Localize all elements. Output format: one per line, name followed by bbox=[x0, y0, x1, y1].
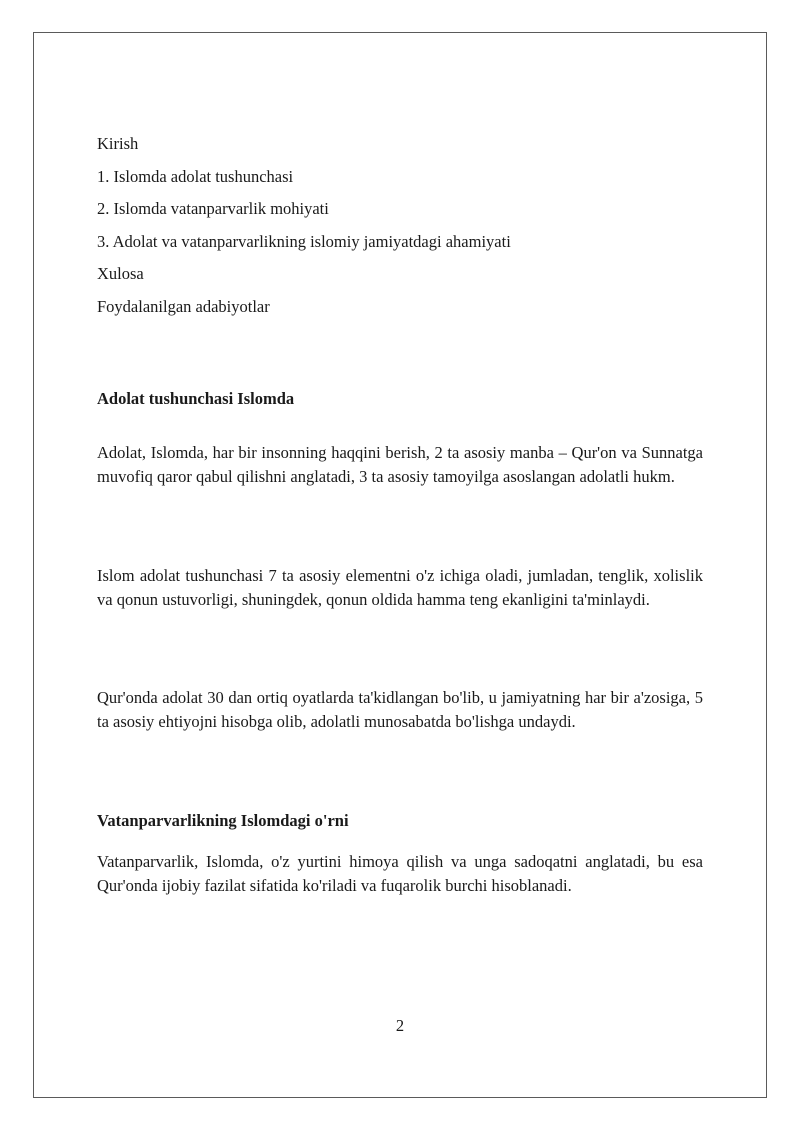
toc-item-chapter-2: 2. Islomda vatanparvarlik mohiyati bbox=[97, 199, 329, 219]
paragraph-justice-3: Qur'onda adolat 30 dan ortiq oyatlarda ta'kidlangan bo'lib, u jamiyatning har bir a'zosiga, 5 ta asosiy ehtiyojni hisobga olib, adolatli munosabatda bo'lishga undaydi. bbox=[97, 688, 703, 732]
paragraph-patriotism-1: Vatanparvarlik, Islomda, o'z yurtini himoya qilish va unga sadoqatni anglatadi, bu esa Qur'onda ijobiy fazilat sifatida ko'riladi va fuqarolik burchi hisoblanadi. bbox=[97, 852, 703, 896]
toc-item-chapter-3: 3. Adolat va vatanparvarlikning islomiy jamiyatdagi ahamiyati bbox=[97, 231, 511, 251]
page-number: 2 bbox=[395, 1016, 405, 1035]
toc-item-references: Foydalanilgan adabiyotlar bbox=[97, 296, 270, 316]
section-heading-justice: Adolat tushunchasi Islomda bbox=[97, 389, 295, 408]
table-of-contents bbox=[97, 128, 703, 324]
section-heading-patriotism: Vatanparvarlikning Islomdagi o'rni bbox=[97, 811, 349, 830]
toc-item-conclusion: Xulosa bbox=[97, 264, 144, 284]
paragraph-justice-1: Adolat, Islomda, har bir insonning haqqini berish, 2 ta asosiy manba – Qur'on va Sunnatga muvofiq qaror qabul qilishni anglatadi, 3 ta asosiy tamoyilga asoslangan adolatli hukm. bbox=[97, 443, 703, 487]
toc-item-introduction: Kirish bbox=[97, 134, 139, 153]
paragraph-justice-2: Islom adolat tushunchasi 7 ta asosiy elementni o'z ichiga oladi, jumladan, tenglik, xolislik va qonun ustuvorligi, shuningdek, qonun oldida hamma teng ekanligini ta'minlaydi. bbox=[97, 566, 703, 610]
toc-item-chapter-1: 1. Islomda adolat tushunchasi bbox=[97, 166, 294, 186]
